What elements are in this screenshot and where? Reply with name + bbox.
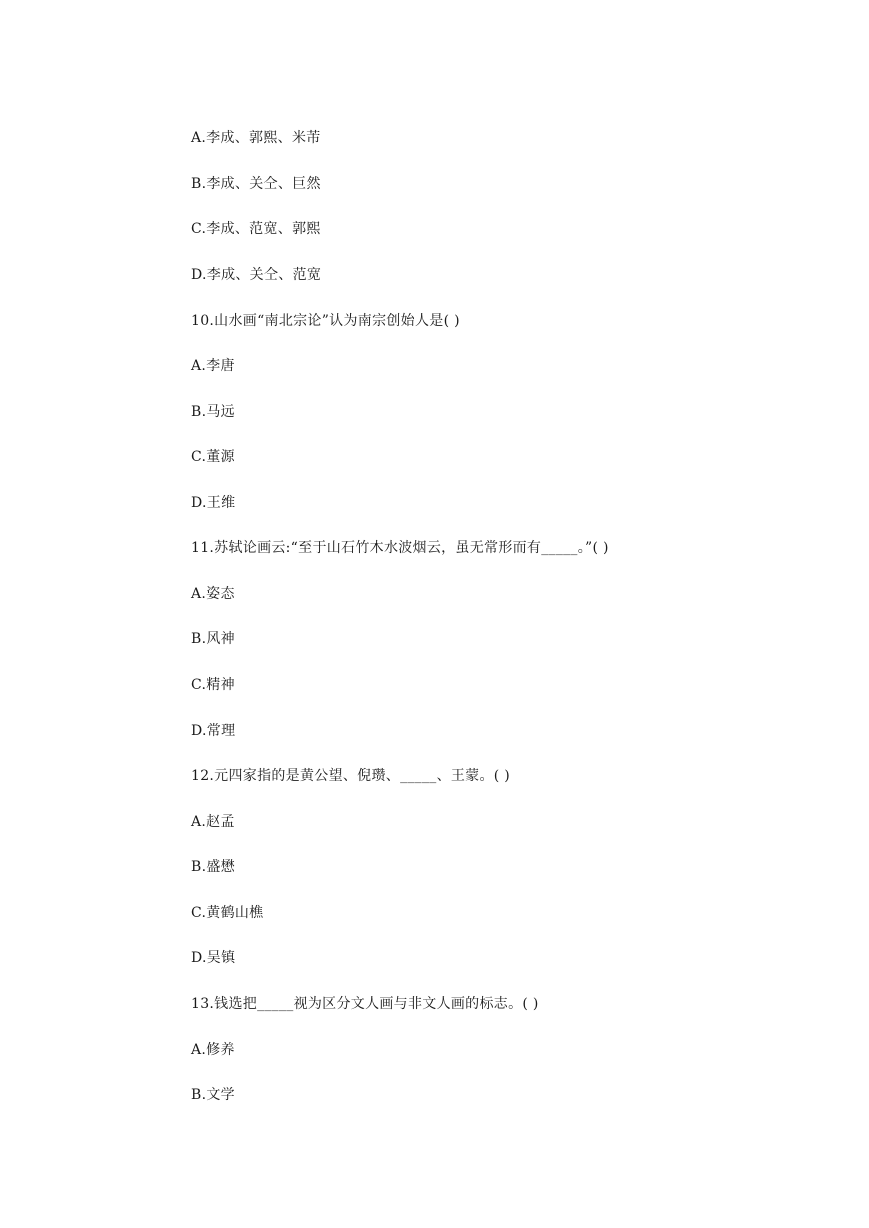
q12-option-c: C.黄鹤山樵 — [191, 905, 264, 921]
q9-option-a: A.李成、郭熙、米芾 — [191, 130, 321, 146]
q13-option-a: A.修养 — [191, 1042, 235, 1058]
q12-option-b: B.盛懋 — [191, 859, 235, 875]
q12-option-a: A.赵孟 — [191, 814, 235, 830]
q10-option-c: C.董源 — [191, 449, 235, 465]
q13-question: 13.钱选把_____视为区分文人画与非文人画的标志。( ) — [191, 996, 539, 1012]
q10-option-a: A.李唐 — [191, 358, 235, 374]
q13-option-b: B.文学 — [191, 1087, 235, 1103]
q11-question: 11.苏轼论画云:“至于山石竹木水波烟云，虽无常形而有_____。”( ) — [191, 540, 609, 556]
q9-option-c: C.李成、范宽、郭熙 — [191, 221, 321, 237]
q12-option-d: D.吴镇 — [191, 950, 236, 966]
q11-option-a: A.姿态 — [191, 586, 235, 602]
q10-question: 10.山水画“南北宗论”认为南宗创始人是( ) — [191, 313, 460, 329]
q11-option-d: D.常理 — [191, 723, 236, 739]
q9-option-d: D.李成、关仝、范宽 — [191, 267, 322, 283]
q9-option-b: B.李成、关仝、巨然 — [191, 176, 321, 192]
q11-option-b: B.风神 — [191, 631, 235, 647]
q11-option-c: C.精神 — [191, 677, 235, 693]
q12-question: 12.元四家指的是黄公望、倪瓒、_____、王蒙。( ) — [191, 768, 511, 784]
q10-option-d: D.王维 — [191, 495, 236, 511]
q10-option-b: B.马远 — [191, 404, 235, 420]
